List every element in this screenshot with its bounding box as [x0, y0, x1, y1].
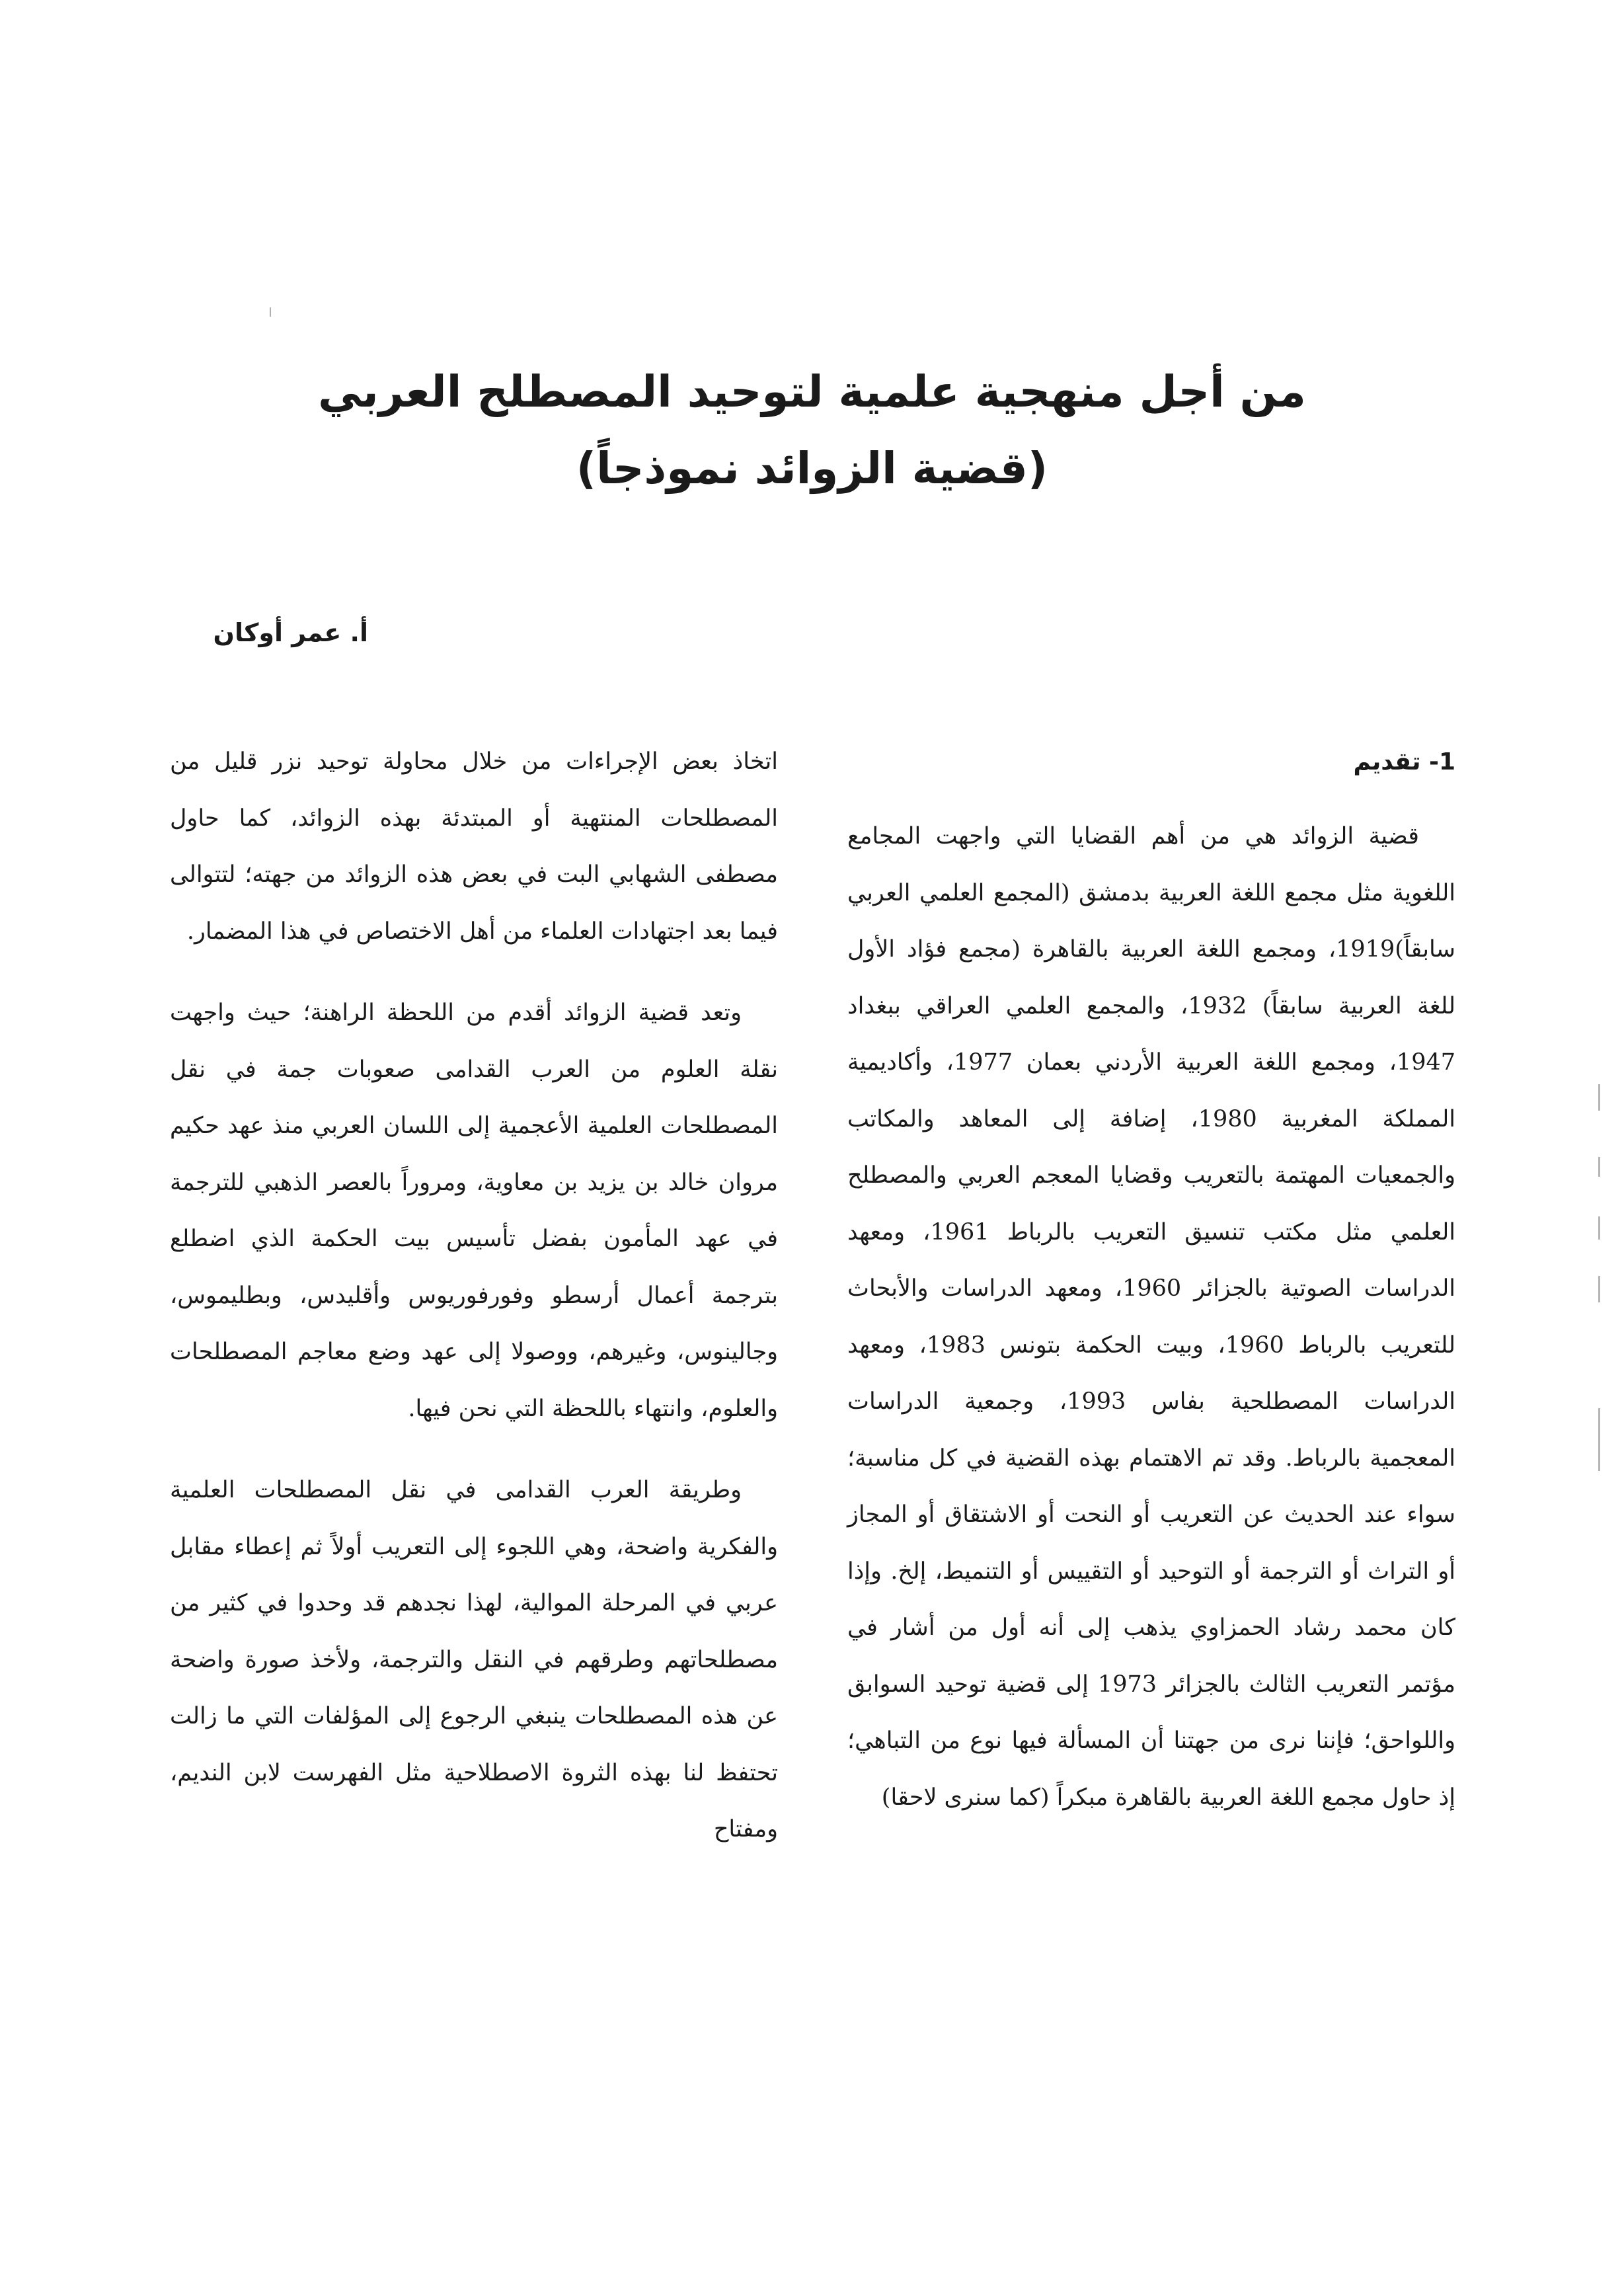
scan-mark: [1598, 1216, 1600, 1240]
author-name: أ. عمر أوكان: [213, 618, 368, 647]
left-column: [170, 734, 778, 1883]
scan-mark: [270, 307, 271, 317]
article-subtitle: (قضية الزوائد نموذجاً): [576, 443, 1048, 494]
margin-scan-marks: [1598, 1084, 1604, 1481]
section-heading: 1- تقديم: [1353, 748, 1455, 775]
scan-mark: [1598, 1408, 1600, 1471]
paragraph: وتعد قضية الزوائد أقدم من اللحظة الراهنة؛ حيث واجهت نقلة العلوم من العرب القدامى صعوبات جمة في نقل المصطلحات العلمية الأعجمية إلى اللسان العربي منذ عهد حكيم مروان خالد بن يزيد بن معاوية، ومروراً بالعصر الذهبي للترجمة في عهد المأمون بفضل تأسيس بيت الحكمة الذي اضطلع بترجمة أعمال أرسطو وفورفوريوس وأقليدس، وبطليموس، وجالينوس، وغيرهم، ووصولا إلى عهد وضع معاجم المصطلحات والعلوم، وانتهاء باللحظة التي نحن فيها.: [170, 1000, 778, 1422]
article-title: من أجل منهجية علمية لتوحيد المصطلح العربي: [318, 366, 1306, 417]
paragraph: قضية الزوائد هي من أهم القضايا التي واجهت المجامع اللغوية مثل مجمع اللغة العربية بدمشق (المجمع العلمي العربي سابقاً)1919، ومجمع اللغة العربية بالقاهرة (مجمع فؤاد الأول للغة العربية سابقاً) 1932، والمجمع العلمي العراقي ببغداد 1947، ومجمع اللغة العربية الأردني بعمان 1977، وأكاديمية المملكة المغربية 1980، إضافة إلى المعاهد والمكاتب والجمعيات المهتمة بالتعريب وقضايا المعجم العربي والمصطلح العلمي مثل مكتب تنسيق التعريب بالرباط 1961، ومعهد الدراسات الصوتية بالجزائر 1960، ومعهد الدراسات والأبحاث للتعريب بالرباط 1960، وبيت الحكمة بتونس 1983، ومعهد الدراسات المصطلحية بفاس 1993، وجمعية الدراسات المعجمية بالرباط. وقد تم الاهتمام بهذه القضية في كل مناسبة؛ سواء عند الحديث عن التعريب أو النحت أو الاشتقاق أو المجاز أو التراث أو الترجمة أو التوحيد أو التقييس أو التنميط، إلخ. وإذا كان محمد رشاد الحمزاوي يذهب إلى أنه أول من أشار في مؤتمر التعريب الثالث بالجزائر 1973 إلى قضية توحيد السوابق واللواحق؛ فإننا نرى من جهتنا أن المسألة فيها نوع من التباهي؛ إذ حاول مجمع اللغة العربية بالقاهرة مبكراً (كما سنرى لاحقا): [847, 823, 1455, 1811]
scan-mark: [1598, 1276, 1600, 1302]
title-block: [0, 366, 1624, 494]
scan-mark: [1598, 1084, 1600, 1111]
scan-mark: [1598, 1157, 1600, 1177]
paragraph: اتخاذ بعض الإجراءات من خلال محاولة توحيد نزر قليل من المصطلحات المنتهية أو المبتدئة بهذه الزوائد، كما حاول مصطفى الشهابي البت في بعض هذه الزوائد من جهته؛ لتتوالى فيما بعد اجتهادات العلماء من أهل الاختصاص في هذا المضمار.: [170, 748, 778, 945]
paragraph: وطريقة العرب القدامى في نقل المصطلحات العلمية والفكرية واضحة، وهي اللجوء إلى التعريب أولاً ثم إعطاء مقابل عربي في المرحلة الموالية، لهذا نجدهم قد وحدوا في كثير من مصطلحاتهم وطرقهم في النقل والترجمة، ولأخذ صورة واضحة عن هذه المصطلحات ينبغي الرجوع إلى المؤلفات التي ما زالت تحتفظ لنا بهذه الثروة الاصطلاحية مثل الفهرست لابن النديم، ومفتاح: [170, 1477, 778, 1842]
right-column: [847, 734, 1455, 1851]
